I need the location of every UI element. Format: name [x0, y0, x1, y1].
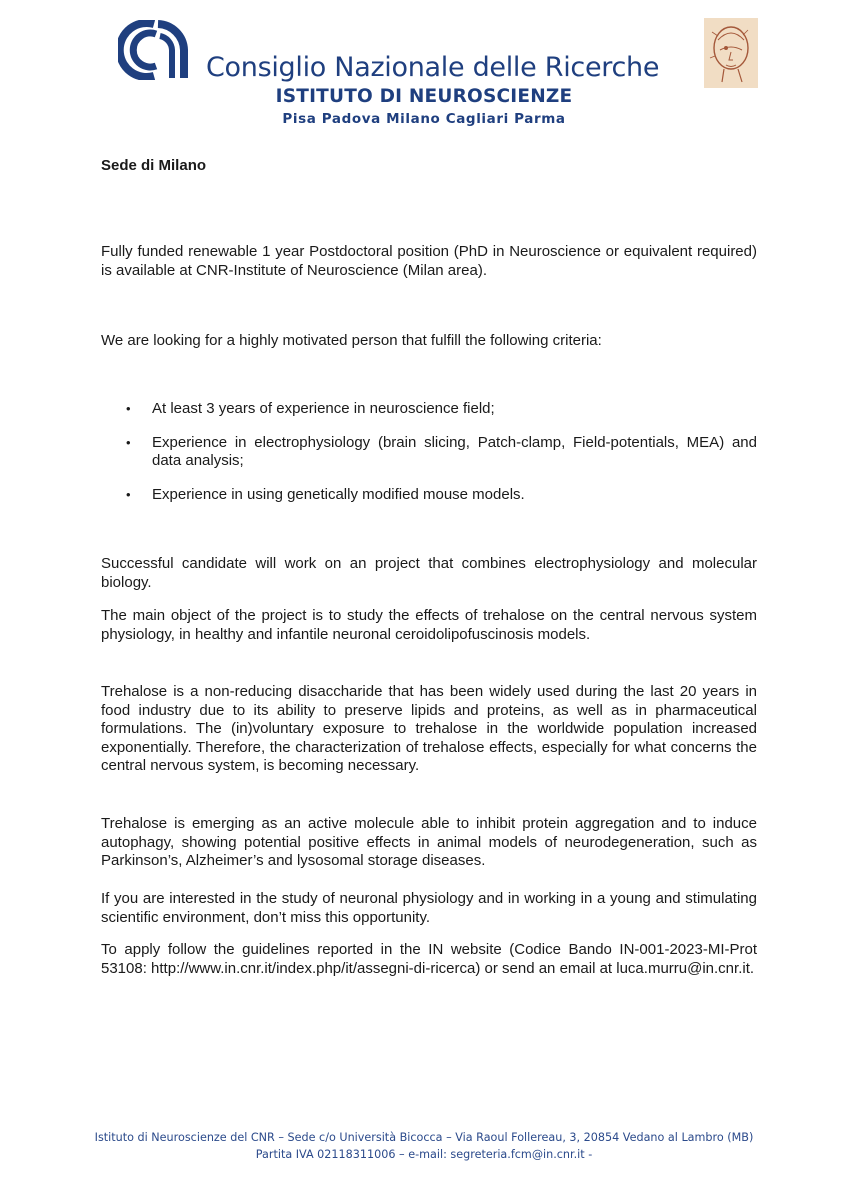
project-paragraph	[101, 555, 757, 592]
list-item	[101, 486, 757, 505]
criteria-item-text: At least 3 years of experience in neuroscience field;	[152, 400, 495, 417]
trehalose-effects-text: Trehalose is emerging as an active molecule able to inhibit protein aggregation and to induce autophagy, showing potential positive effects in animal models of neurodegeneration, such as Parkinson’s, Alzheimer’s and lysosomal storage diseases.	[101, 815, 757, 869]
trehalose-background-text: Trehalose is a non-reducing disaccharide that has been widely used during the last 20 years in food industry due to its ability to preserve lipids and proteins, as well as in pharmaceutical formulations. The (in)voluntary exposure to trehalose in the worldwide population increased exponentially. Therefore, the characterization of trehalose effects, especially for what concerns the central nervous system, is becoming necessary.	[101, 683, 757, 774]
bullet-icon: •	[126, 401, 131, 416]
application-text: To apply follow the guidelines reported in the IN website (Codice Bando IN-001-2023-MI-Prot 53108: http://www.in.cnr.it/index.php/it/assegni-di-ricerca) or send an email at luca.murru@in.cnr.it.	[101, 941, 757, 977]
objective-text: The main object of the project is to study the effects of trehalose on the central nervous system physiology, in healthy and infantile neuronal ceroidolipofuscinosis models.	[101, 607, 757, 643]
bullet-icon: •	[126, 486, 131, 502]
project-text: Successful candidate will work on an project that combines electrophysiology and molecular biology.	[101, 555, 757, 591]
office-location-heading: Sede di Milano	[101, 157, 207, 174]
institute-cities: Pisa Padova Milano Cagliari Parma	[282, 111, 566, 127]
institute-name: ISTITUTO DI NEUROSCIENZE	[275, 86, 573, 107]
footer-contact: Partita IVA 02118311006 – e-mail: segreteria.fcm@in.cnr.it -	[255, 1148, 593, 1161]
list-item	[101, 434, 757, 471]
trehalose-background-paragraph	[101, 683, 757, 776]
invitation-paragraph	[101, 890, 757, 927]
trehalose-effects-paragraph	[101, 815, 757, 871]
application-paragraph	[101, 941, 757, 978]
bullet-icon: •	[126, 434, 131, 450]
footer-address: Istituto di Neuroscienze del CNR – Sede c/o Università Bicocca – Via Raoul Follereau, 3, 20854 Vedano al Lambro (MB)	[94, 1131, 754, 1144]
list-item	[101, 400, 757, 419]
criteria-intro-text: We are looking for a highly motivated person that fulfill the following criteria:	[101, 332, 602, 349]
cnr-logo-icon	[118, 20, 190, 80]
organization-name: Consiglio Nazionale delle Ricerche	[206, 52, 660, 83]
intro-paragraph	[101, 243, 757, 280]
invitation-text: If you are interested in the study of neuronal physiology and in working in a young and stimulating scientific environment, don’t miss this opportunity.	[101, 890, 757, 926]
criteria-list	[101, 400, 757, 519]
criteria-item-text: Experience in using genetically modified mouse models.	[152, 485, 525, 503]
criteria-intro-paragraph	[101, 332, 757, 351]
anatomical-head-sketch-icon	[704, 18, 758, 88]
criteria-item-text: Experience in electrophysiology (brain slicing, Patch-clamp, Field-potentials, MEA) and data analysis;	[152, 433, 757, 469]
intro-text: Fully funded renewable 1 year Postdoctoral position (PhD in Neuroscience or equivalent required) is available at CNR-Institute of Neuroscience (Milan area).	[101, 243, 757, 279]
objective-paragraph	[101, 607, 757, 644]
